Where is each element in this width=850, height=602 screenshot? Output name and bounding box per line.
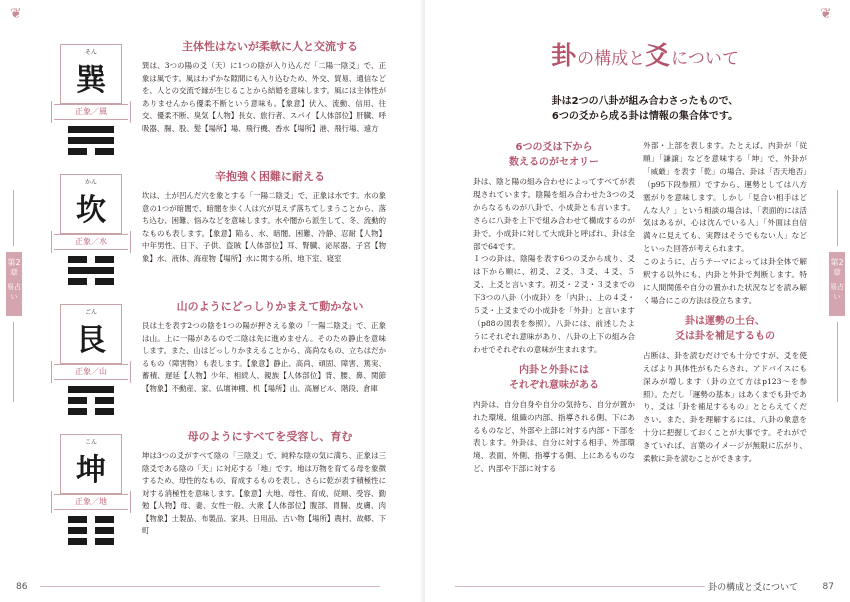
page-title: 卦の構成と爻について <box>551 41 739 70</box>
trigram-kanji: 巽 <box>76 63 106 98</box>
trigram-card-son <box>50 38 386 156</box>
trigram-symbol-icon <box>68 126 114 159</box>
chapter-tab-number: 第2章 <box>830 258 844 277</box>
card-title: 辛抱強く困難に耐える <box>215 170 325 183</box>
card-body: 坤は3つの爻がすべて陰の「三陰爻」で、純粋な陰の気に満ち、正象は三陰爻である陰の「天」に対応する「地」です。地は万物を育てる母を象徴するため、母性的なもの、育成するものを表し、さらに乾が表す積極性に対する消極性を意味します。【象意】大地、母性、育成、従順、受容、勤勉【人物】母、妻、女性一般、大衆【人体部位】腹部、胃腸、皮膚、肉【物象】土製品、布製品、家具、日用品、古い物【場所】農村、故郷、下町 <box>142 451 386 535</box>
trigram-name-box <box>60 174 122 234</box>
page-number: 87 <box>822 582 834 592</box>
trigram-kanji: 艮 <box>76 323 106 358</box>
column-2 <box>643 140 807 466</box>
trigram-subtitle: 正象／山 <box>54 364 128 380</box>
section-heading: 卦は運勢の土台、 爻は卦を補足するもの <box>675 315 775 342</box>
trigram-subtitle: 正象／風 <box>54 104 128 120</box>
trigram-ruby: そん <box>84 49 97 56</box>
chapter-tab-label: 易占い <box>7 283 21 301</box>
card-body: 坎は、土が凹んだ穴を象とする「一陽二陰爻」で、正象は水です。水の象意の1つが暗闇で、暗闇を歩く人は穴が見えず落ちてしまうことから、落ち込む、困難、悩みなどを意味します。水や闇から派生して、冬、流動的なものも表します。【象意】陥る、水、暗闇、困難、冷静、忍耐【人物】中年男性、日下、子供、盗賊【人体部位】耳、腎臓、泌尿器、子宮【物象】水、液体、海産物【場所】水に関する所、地下室、寝室 <box>142 191 386 263</box>
chapter-side-tab <box>6 252 22 316</box>
trigram-symbol-icon <box>68 516 114 549</box>
section-heading: 6つの爻は下から 数えるのがセオリー <box>509 142 599 168</box>
trigram-name-box <box>60 434 122 494</box>
trigram-symbol-icon <box>68 256 114 289</box>
trigram-card-kan <box>50 168 386 286</box>
trigram-ruby: かん <box>84 179 97 186</box>
running-footer-title: 卦の構成と爻について <box>708 583 798 593</box>
card-title: 主体性はないが柔軟に人と交流する <box>182 40 358 53</box>
card-title: 山のようにどっしりかまえて動かない <box>176 300 364 313</box>
lead-text: 卦は2つの八卦が組み合わさったもので、 6つの爻から成る卦は情報の集合体です。 <box>551 96 739 122</box>
chapter-tab-label: 易占い <box>830 283 844 301</box>
trigram-subtitle: 正象／水 <box>54 234 128 250</box>
trigram-ruby: こん <box>84 439 97 446</box>
card-body: 巽は、3つの陽の爻（天）に1つの陰が入り込んだ「二陽一陰爻」で、正象は風です。風はわずかな隙間にも入り込むため、外交、貿易、通信などを、人との交流で縁が生じることから結婚を意味します。風には主体性がありませんから優柔不断という意味も。【象意】伏入、流動、信用、往交、優柔不断、臭気【人物】長女、旅行者、スパイ【人体部位】肝臓、呼吸器、腸、股、髪【場所】場、飛行機、香水【場所】港、飛行場、遠方 <box>142 61 386 133</box>
chapter-side-tab <box>829 252 845 316</box>
trigram-card-gon <box>50 298 386 416</box>
flourish-ornament-icon: ❦ <box>820 6 832 22</box>
flourish-ornament-icon: ❦ <box>10 6 22 22</box>
trigram-card-kon <box>50 428 386 546</box>
trigram-name-box <box>60 44 122 104</box>
card-body: 艮は土を表す2つの陰を1つの陽が押さえる象の「一陽二陰爻」で、正象は山。上に一陽があるので二陰は先に進めません。そのため静止を意味します。また、山はどっしりかまえることから、高尚なもの、立ちはだかるもの（障害物）も表します。【象意】静止、高尚、頑固、障害、篤実、蓄積、遅延【人物】少年、相続人、親族【人体部位】背、腰、鼻、関節【物象】不動産、家、仏壇神棚、机【場所】山、高層ビル、階段、倉庫 <box>142 321 386 393</box>
section-text: 卦は、陰と陽の組み合わせによってすべてが表現されています。陰陽を組み合わせた3つの爻からなるものが八卦で、小成卦とも言います。さらに八卦を上下で組み合わせて構成するのが卦で、小成卦に対して大成卦と呼ばれ、卦は全部で64です。 １つの卦は、陰陽を表す6つの爻から成り、爻は下から順に、初爻、２爻、３爻、４爻、５爻、上爻と言います。初爻・２爻・３爻までの下3つの八卦（小成卦）を「内卦」、上の４爻・５爻・上爻までの小成卦を「外卦」と言います（p88の図表を参照）。八卦には、前述したようにそれぞれ意味があり、八卦の上下の組み合わせでそれぞれの意味が生まれます。 <box>473 177 635 354</box>
trigram-name-box <box>60 304 122 364</box>
page-number: 86 <box>16 582 28 592</box>
trigram-kanji: 坤 <box>76 453 106 488</box>
column-1 <box>473 140 635 476</box>
section-heading: 内卦と外卦には それぞれ意味がある <box>509 364 599 391</box>
trigram-ruby: ごん <box>84 309 97 316</box>
card-title: 母のようにすべてを受容し、育む <box>187 430 353 443</box>
section-text: 外部・上部を表します。たとえば、内卦が「従順」「謙譲」などを意味する「坤」で、外卦が「威厳」を表す「乾」の場合、卦は「否天地否」（p95下段参照）ですから、運勢としては八方塞がりを意味します。しかし「見合い相手はどんな人？」という相談の場合は、「表面的には活気はあるが、心は沈んでいる人」「外面は自信満々に見えても、実際はそうでもない人」などといった回答が考えられます。 このように、占うテーマによっては卦全体で解釈する以外にも、内卦と外卦で判断します。特に人間関係や自分の置かれた状況などを読み解く場合にこの方法は役立ちます。 <box>643 141 807 305</box>
chapter-tab-number: 第2章 <box>7 258 21 277</box>
section-text: 占断は、卦を読むだけでも十分ですが、爻を使えばより具体性がもたらされ、アドバイスにも深みが増します（卦の立て方はp123～を参照）。ただし「運勢の基本」はあくまでも卦であり、爻は「卦を補足するもの」ととらえてください。また、卦を理解するには、八卦の象意を十分に把握しておくことが大事です。それができていれば、言葉のイメージが無限に広がり、柔軟に卦を読むことができます。 <box>643 350 807 464</box>
trigram-symbol-icon <box>68 386 114 419</box>
section-text: 内卦は、自分自身や自分の気持ち、自分が置かれた環境、組織の内部、指導される側、下にあるものなど、外部や上部に対する内部・下部を表します。外卦は、自分に対する相手、外部環境、表面、外側、指導する側、上にあるものなど、内部や下部に対する <box>473 399 635 474</box>
trigram-subtitle: 正象／地 <box>54 494 128 510</box>
right-page <box>425 0 850 602</box>
trigram-kanji: 坎 <box>76 193 106 228</box>
